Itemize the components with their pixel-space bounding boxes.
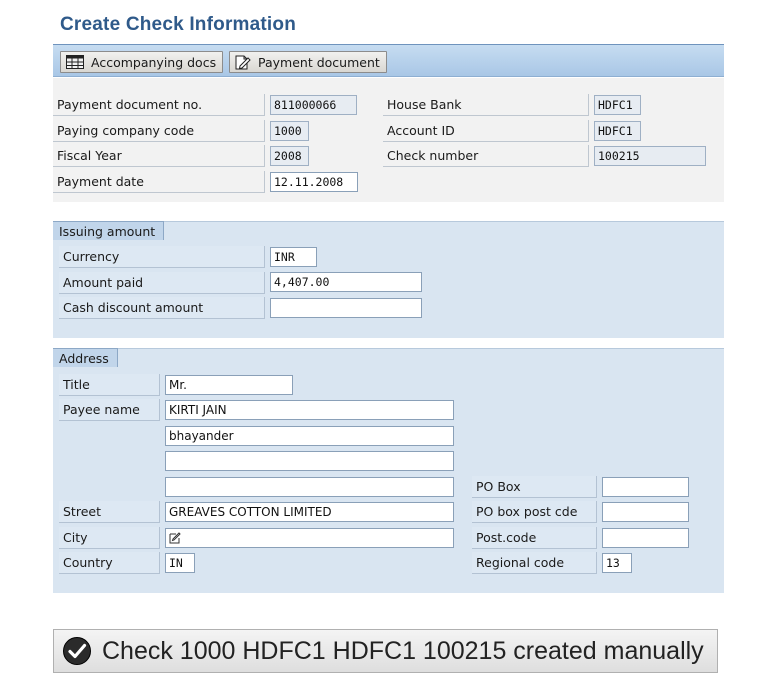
amount-paid-label: Amount paid [59,272,265,294]
city-label: City [59,527,160,549]
issuing-amount-group-title: Issuing amount [53,221,164,240]
po-box-label: PO Box [472,476,597,498]
po-box-post-code-field[interactable] [602,502,689,522]
payment-document-no-field[interactable]: 811000066 [270,95,357,115]
check-number-label: Check number [383,145,589,167]
po-box-field[interactable] [602,477,689,497]
regional-code-label: Regional code [472,552,597,574]
city-field[interactable] [165,528,454,548]
regional-code-field[interactable]: 13 [602,553,632,573]
account-id-field[interactable]: HDFC1 [594,121,641,141]
title-label: Title [59,374,160,396]
cash-discount-amount-label: Cash discount amount [59,297,265,319]
status-bar [53,629,718,673]
edit-cursor-icon [169,532,181,544]
payment-date-field[interactable]: 12.11.2008 [270,172,358,192]
payment-document-label: Payment document [258,54,380,70]
currency-field[interactable]: INR [270,247,317,267]
check-number-field[interactable]: 100215 [594,146,706,166]
house-bank-field[interactable]: HDFC1 [594,95,641,115]
table-grid-icon [66,55,84,69]
payee-name-line-4[interactable] [165,477,454,497]
page-title: Create Check Information [60,14,297,35]
application-toolbar [53,44,724,77]
status-message: Check 1000 HDFC1 HDFC1 100215 created manually [102,636,704,665]
country-label: Country [59,552,160,574]
accompanying-docs-label: Accompanying docs [91,54,217,70]
payment-document-button[interactable] [229,51,387,73]
fiscal-year-field[interactable]: 2008 [270,146,309,166]
currency-label: Currency [59,246,265,268]
payment-date-label: Payment date [53,171,265,193]
paying-company-code-field[interactable]: 1000 [270,121,309,141]
accompanying-docs-button[interactable] [60,51,223,73]
cash-discount-amount-field[interactable] [270,298,422,318]
payment-document-no-label: Payment document no. [53,94,265,116]
paying-company-code-label: Paying company code [53,120,265,142]
house-bank-label: House Bank [383,94,589,116]
payee-name-line-1[interactable]: KIRTI JAIN [165,400,454,420]
payee-name-label: Payee name [59,399,160,421]
account-id-label: Account ID [383,120,589,142]
title-field[interactable]: Mr. [165,375,293,395]
document-edit-icon [235,55,251,70]
success-check-icon [62,636,92,666]
post-code-field[interactable] [602,528,689,548]
payee-name-line-2[interactable]: bhayander [165,426,454,446]
street-field[interactable]: GREAVES COTTON LIMITED [165,502,454,522]
country-field[interactable]: IN [165,553,195,573]
post-code-label: Post.code [472,527,597,549]
street-label: Street [59,501,160,523]
address-group-title: Address [53,348,118,367]
fiscal-year-label: Fiscal Year [53,145,265,167]
payee-name-line-3[interactable] [165,451,454,471]
amount-paid-field[interactable]: 4,407.00 [270,272,422,292]
po-box-post-code-label: PO box post cde [472,501,597,523]
